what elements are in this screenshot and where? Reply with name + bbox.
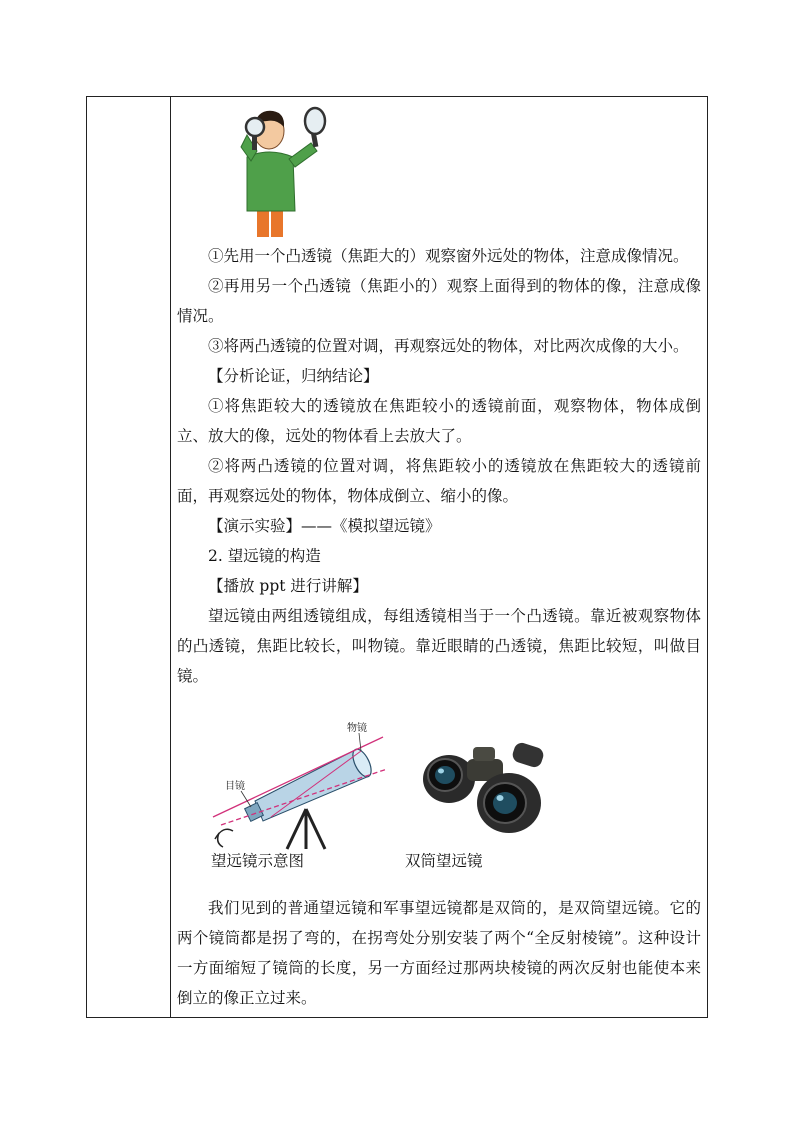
text-block-upper (177, 241, 701, 691)
subsection-heading-structure: 2. 望远镜的构造 (208, 547, 321, 565)
paragraph-3: ③将两凸透镜的位置对调，再观察远处的物体，对比两次成像的大小。 (208, 337, 689, 355)
section-heading-demo: 【演示实验】——《模拟望远镜》 (208, 517, 441, 535)
lesson-table (86, 96, 708, 1018)
caption-binoculars: 双筒望远镜 (405, 852, 483, 870)
section-heading-analysis: 【分析论证，归纳结论】 (208, 367, 379, 385)
column-divider (170, 97, 171, 1017)
paragraph-binoculars: 我们见到的普通望远镜和军事望远镜都是双筒的，是双筒望远镜。它的两个镜筒都是拐了弯的，在拐弯处分别安装了两个“全反射棱镜”。这种设计一方面缩短了镜筒的长度，另一方面经过那两块棱镜的两次反射也能使本来倒立的像正立过来。 (177, 899, 701, 1007)
caption-telescope: 望远镜示意图 (211, 852, 305, 870)
text-block-lower (177, 893, 701, 1013)
paragraph-5: ②将两凸透镜的位置对调，将焦距较小的透镜放在焦距较大的透镜前面，再观察远处的物体，物体成倒立、缩小的像。 (177, 457, 701, 505)
section-heading-ppt: 【播放 ppt 进行讲解】 (208, 577, 368, 595)
boy-with-lenses-illustration (211, 99, 351, 239)
paragraph-telescope-structure: 望远镜由两组透镜组成，每组透镜相当于一个凸透镜。靠近被观察物体的凸透镜，焦距比较长，叫物镜。靠近眼睛的凸透镜，焦距比较短，叫做目镜。 (177, 607, 701, 685)
telescope-diagram (211, 721, 391, 851)
label-objective: 物镜 (347, 723, 367, 734)
binoculars-photo (409, 731, 559, 841)
figures-row (211, 721, 571, 870)
paragraph-1: ①先用一个凸透镜（焦距大的）观察窗外远处的物体，注意成像情况。 (208, 247, 689, 265)
content-cell (177, 97, 701, 1017)
label-eyepiece: 目镜 (225, 781, 245, 792)
paragraph-2: ②再用另一个凸透镜（焦距小的）观察上面得到的物体的像，注意成像情况。 (177, 277, 701, 325)
paragraph-4: ①将焦距较大的透镜放在焦距较小的透镜前面，观察物体，物体成倒立、放大的像，远处的物体看上去放大了。 (177, 397, 701, 445)
